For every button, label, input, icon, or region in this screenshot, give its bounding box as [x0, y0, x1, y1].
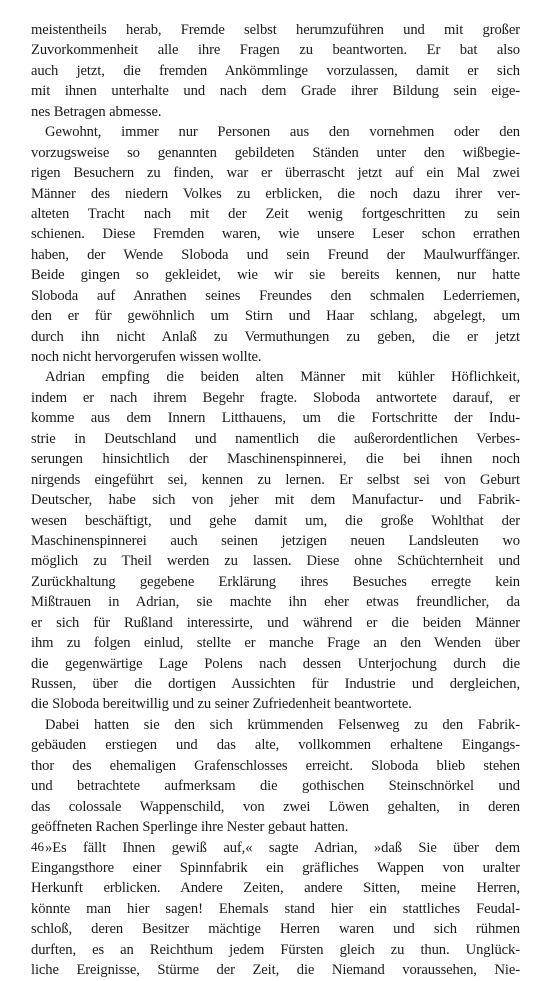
text-line: die Sloboda bereitwillig und zu seiner Zufriedenheit beantwortete.	[31, 696, 412, 713]
text-line: gebäuden erstiegen und das alte, vollkommen erhaltene Eingangs-	[31, 737, 520, 754]
text-line: liche Ereignisse, Stürme der Zeit, die Niemand voraussehen, Nie-	[31, 962, 520, 979]
text-line: meistentheils herab, Fremde selbst herumzuführen und mit großer	[31, 22, 520, 38]
text-line: auch jetzt, die fremden Ankömmlinge vorzulassen, damit er sich	[31, 62, 520, 79]
text-line: Zurückhaltung gegebene Erklärung ihres Besuches erregte kein	[31, 573, 520, 590]
page-number: 46	[31, 839, 44, 854]
text-line: nirgends eingeführt sei, kennen zu lernen. Er selbst sei von Geburt	[31, 471, 520, 488]
text-line: haben, der Wende Sloboda und sein Freund der Maulwurffänger.	[31, 246, 520, 263]
text-line: Mißtrauen in Adrian, sie machte ihn eher etwas freundlicher, da	[31, 594, 520, 611]
text-line: alteten Tracht nach mit der Zeit wenig fortgeschritten zu sein	[31, 205, 520, 222]
text-line: möglich zu Theil werden zu lassen. Diese ohne Schüchternheit und	[31, 553, 520, 570]
text-line: durch ihn nicht Anlaß zu Vermuthungen zu geben, die er jetzt	[31, 328, 520, 345]
text-line: schloß, deren Besitzer mächtige Herren waren und sich rühmen	[31, 921, 520, 938]
text-line: Russen, über die dortigen Aussichten für Industrie und dergleichen,	[31, 676, 520, 692]
text-line: nes Betragen abmesse.	[31, 103, 162, 120]
text-line: Herkunft erblicken. Andere Zeiten, andere Sitten, meine Herren,	[31, 880, 520, 897]
text-line: noch nicht hervorgerufen wissen wollte.	[31, 349, 262, 365]
text-line: durften, es an Reichthum jedem Fürsten gleich zu thun. Unglück-	[31, 941, 520, 958]
text-line: Adrian empfing die beiden alten Männer mit kühler Höflichkeit,	[45, 369, 520, 386]
text-line: Deutscher, habe sich von jeher mit dem Manufactur- und Fabrik-	[31, 492, 520, 509]
text-line: den er für gewöhnlich um Stirn und Haar schlang, abgelegt, um	[31, 308, 520, 325]
text-line: »Es fällt Ihnen gewiß auf,« sagte Adrian, »daß Sie über dem	[45, 839, 520, 856]
text-line: strie in Deutschland und namentlich die außerordentlichen Verbes-	[31, 430, 520, 447]
text-line: serungen hinsichtlich der Maschinenspinnerei, die bei ihnen noch	[31, 451, 520, 468]
text-line: thor des ehemaligen Grafenschlosses erreicht. Sloboda blieb stehen	[31, 757, 520, 774]
text-line: die gegenwärtige Lage Polens nach dessen Unterjochung durch die	[31, 655, 520, 672]
text-line: rigen Besuchern zu finden, war er überrascht jetzt auf ein Mal zwei	[31, 165, 520, 182]
text-line: Zuvorkommenheit alle ihre Fragen zu beantworten. Er bat also	[31, 42, 520, 59]
text-line: Gewohnt, immer nur Personen aus den vornehmen oder den	[45, 124, 520, 141]
body-text	[31, 20, 520, 981]
text-line: Maschinenspinnerei auch seinen jetzigen neuen Landsleuten wo	[31, 532, 520, 549]
text-line: schienen. Diese Fremden waren, wie unsere Leser schon errathen	[31, 226, 520, 243]
text-line: wesen beschäftigt, und gehe damit um, die große Wohlthat der	[31, 512, 520, 529]
text-line: Dabei hatten sie den sich krümmenden Felsenweg zu den Fabrik-	[45, 716, 520, 733]
text-line: geöffneten Rachen Sperlinge ihre Nester gebaut hatten.	[31, 819, 349, 836]
text-line: vorzugsweise so genannten gebildeten Ständen unter den wißbegie-	[31, 144, 520, 161]
text-line: Beide gingen so gekleidet, wie wir sie bereits kennen, nur hatte	[31, 267, 520, 284]
text-line: mit ihnen unterhalte und nach dem Grade ihrer Bildung sein eige-	[31, 83, 520, 100]
text-line: Eingangsthore einer Spinnfabrik ein gräfliches Wappen von uralter	[31, 859, 520, 876]
text-line: indem er nach ihrem Begehr fragte. Sloboda antwortete darauf, er	[31, 389, 520, 406]
text-line: komme aus dem Innern Litthauens, um die Fortschritte der Indu-	[31, 410, 520, 427]
text-line: Sloboda auf Anrathen seines Freundes den schmalen Lederriemen,	[31, 287, 520, 304]
text-line: er sich für Rußland interessirte, und während er die beiden Männer	[31, 614, 520, 631]
text-line: ihm zu folgen einlud, stellte er manche Frage an den Wenden über	[31, 635, 520, 652]
text-line: und betrachtete aufmerksam die gothischen Steinschnörkel und	[31, 778, 520, 795]
text-line: das colossale Wappenschild, von zwei Löwen gehalten, in deren	[31, 798, 520, 815]
text-line: könnte man hier sagen! Ehemals stand hier ein stattliches Feudal-	[31, 900, 520, 917]
text-line: Männer des niedern Volkes zu erblicken, die noch dazu ihrer ver-	[31, 185, 520, 202]
